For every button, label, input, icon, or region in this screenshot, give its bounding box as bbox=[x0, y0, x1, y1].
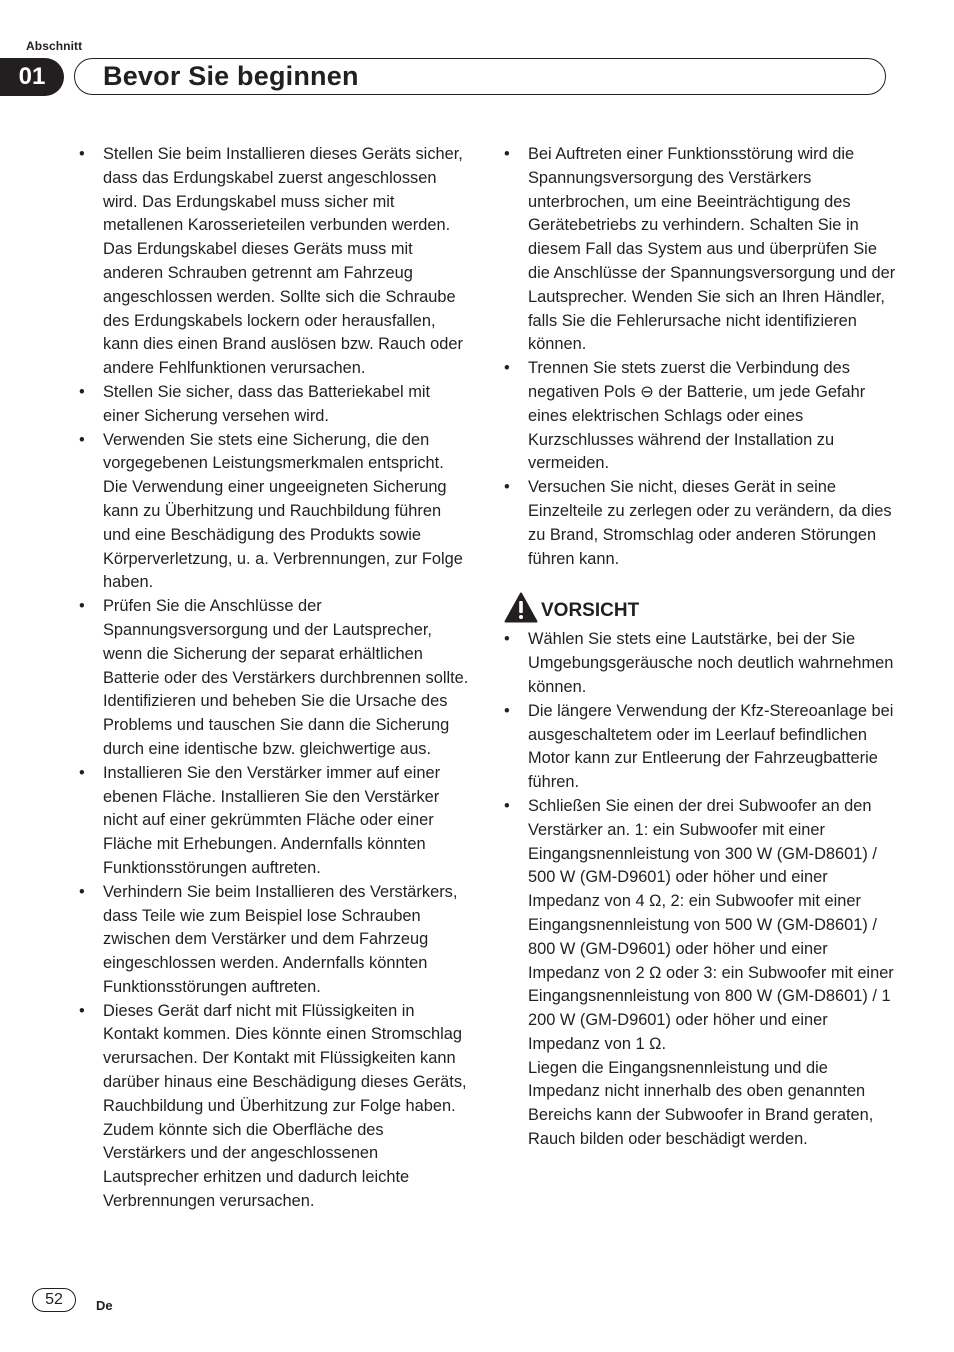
bullet-dot: • bbox=[79, 382, 85, 401]
right-column bbox=[504, 143, 896, 1152]
list-item-text: Schließen Sie einen der drei Subwoofer an den Verstärker an. 1: ein Subwoofer mit einer Eingangsnennleistung von 300 W (GM-D8601) / 500 W (GM-D9601) oder höher und einer Impedanz von 4 Ω, 2: ein Subwoofer mit einer Eingangsnennleistung von 500 W (GM-D8601) / 800 W (GM-D9601) oder höher und einer Impedanz von 2 Ω oder 3: ein Subwoofer mit einer Eingangsnennleistung von 800 W (GM-D8601) / 1 200 W (GM-D9601) oder höher und einer Impedanz von 1 Ω. bbox=[528, 796, 894, 1053]
list-item bbox=[79, 595, 471, 762]
list-item-extra-paragraph: Zudem könnte sich die Oberfläche des Verstärkers und der angeschlossenen Lautsprecher erhitzen und dadurch leichte Verbrennungen verursachen. bbox=[103, 1120, 410, 1211]
caution-heading-text: VORSICHT bbox=[541, 600, 640, 622]
list-item-text: Installieren Sie den Verstärker immer auf einer ebenen Fläche. Installieren Sie den Verstärker nicht auf einer gekrümmten Fläche oder einer Fläche mit Erhebungen. Andernfalls könnten Funktionsstörungen auftreten. bbox=[103, 763, 441, 877]
bullet-dot: • bbox=[504, 359, 510, 378]
chapter-title-box bbox=[74, 58, 886, 95]
list-item-text: Dieses Gerät darf nicht mit Flüssigkeiten in Kontakt kommen. Dies könnte einen Stromschlag verursachen. Der Kontakt mit Flüssigkeiten kann darüber hinaus eine Beschädigung dieses Geräts, Rauchbildung und Überhitzung zur Folge haben. bbox=[103, 1001, 467, 1115]
list-item-text: Verwenden Sie stets eine Sicherung, die den vorgegebenen Leistungsmerkmalen entspricht. Die Verwendung einer ungeeigneten Sicherung kann zu Überhitzung und Rauchbildung führen und eine Beschädigung des Produkts sowie Körperverletzung, u. a. Verbrennungen, zur Folge haben. bbox=[103, 430, 463, 592]
bullet-dot: • bbox=[79, 763, 85, 782]
bullet-dot: • bbox=[504, 701, 510, 720]
chapter-number-badge: 01 bbox=[0, 58, 64, 96]
warning-triangle-icon bbox=[504, 592, 538, 623]
bullet-dot: • bbox=[79, 430, 85, 449]
bullet-dot: • bbox=[504, 478, 510, 497]
list-item-text: Stellen Sie beim Installieren dieses Geräts sicher, dass das Erdungskabel zuerst angeschlossen wird. Das Erdungskabel muss sicher mit metallenen Karosserieteilen verbunden werden. Das Erdungskabel dieses Geräts muss mit anderen Schrauben getrennt am Fahrzeug angeschlossen werden. Sollte sich die Schraube des Erdungskabels lockern oder herausfallen, kann dies einen Brand auslösen bzw. Rauch oder andere Fehlfunktionen verursachen. bbox=[103, 145, 463, 378]
bullet-dot: • bbox=[79, 1001, 85, 1020]
list-item bbox=[79, 1000, 471, 1214]
list-item bbox=[504, 700, 896, 795]
list-item-text: Die längere Verwendung der Kfz-Stereoanlage bei ausgeschaltetem oder im Leerlauf befindlichen Motor kann zur Entleerung der Fahrzeugbatterie führen. bbox=[528, 701, 894, 792]
list-item bbox=[79, 381, 471, 429]
list-item-text: Stellen Sie sicher, dass das Batteriekabel mit einer Sicherung versehen wird. bbox=[103, 382, 431, 425]
list-item-text: Prüfen Sie die Anschlüsse der Spannungsversorgung und der Lautsprecher, wenn die Sicherung der separat erhältlichen Batterie oder des Verstärkers durchbrennen sollte. Identifizieren und beheben Sie die Ursache des Problems und tauschen Sie dann die Sicherung durch eine identische bzw. gleichwertige aus. bbox=[103, 597, 469, 758]
list-item-text: Wählen Sie stets eine Lautstärke, bei der Sie Umgebungsgeräusche noch deutlich wahrnehmen können. bbox=[528, 630, 894, 696]
list-item bbox=[504, 476, 896, 571]
list-item bbox=[79, 881, 471, 1000]
section-label: Abschnitt bbox=[26, 39, 83, 53]
bullet-dot: • bbox=[79, 882, 85, 901]
bullet-dot: • bbox=[504, 796, 510, 815]
page-number-badge: 52 bbox=[32, 1288, 76, 1312]
chapter-title: Bevor Sie beginnen bbox=[103, 61, 359, 91]
left-bullet-list bbox=[79, 143, 471, 1214]
list-item bbox=[79, 143, 471, 381]
bullet-dot: • bbox=[504, 145, 510, 163]
bullet-dot: • bbox=[79, 145, 85, 163]
list-item bbox=[79, 429, 471, 596]
list-item-text: Trennen Sie stets zuerst die Verbindung des negativen Pols ⊖ der Batterie, um jede Gefahr eines elektrischen Schlags oder eines Kurzschlusses während der Installation zu vermeiden. bbox=[528, 359, 866, 473]
list-item-text: Versuchen Sie nicht, dieses Gerät in seine Einzelteile zu zerlegen oder zu verändern, da dies zu Brand, Stromschlag oder anderen Störungen führen kann. bbox=[528, 478, 892, 568]
list-item-extra-paragraph: Liegen die Eingangsnennleistung und die Impedanz nicht innerhalb des oben genannten Bereichs kann der Subwoofer in Brand geraten, Rauch bilden oder beschädigt werden. bbox=[528, 1058, 874, 1149]
bullet-dot: • bbox=[504, 630, 510, 649]
language-code: De bbox=[96, 1298, 113, 1313]
list-item bbox=[504, 795, 896, 1152]
right-bullet-list bbox=[504, 143, 896, 571]
list-item bbox=[504, 628, 896, 699]
left-column bbox=[79, 143, 471, 1214]
list-item bbox=[504, 143, 896, 357]
bullet-dot: • bbox=[79, 597, 85, 616]
list-item bbox=[504, 357, 896, 476]
caution-bullet-list bbox=[504, 628, 896, 1152]
list-item-text: Bei Auftreten einer Funktionsstörung wird die Spannungsversorgung des Verstärkers unterbrochen, um eine Beeinträchtigung des Gerätebetriebs zu verhindern. Schalten Sie in diesem Fall das System aus und überprüfen Sie die Anschlüsse der Spannungsversorgung und der Lautsprecher. Wenden Sie sich an Ihren Händler, falls Sie die Fehlerursache nicht identifizieren können. bbox=[528, 145, 896, 354]
list-item-text: Verhindern Sie beim Installieren des Verstärkers, dass Teile wie zum Beispiel lose Schrauben zwischen dem Verstärker und dem Fahrzeug eingeschlossen werden. Andernfalls könnten Funktionsstörungen auftreten. bbox=[103, 882, 458, 996]
list-item bbox=[79, 762, 471, 881]
caution-heading bbox=[504, 592, 896, 628]
